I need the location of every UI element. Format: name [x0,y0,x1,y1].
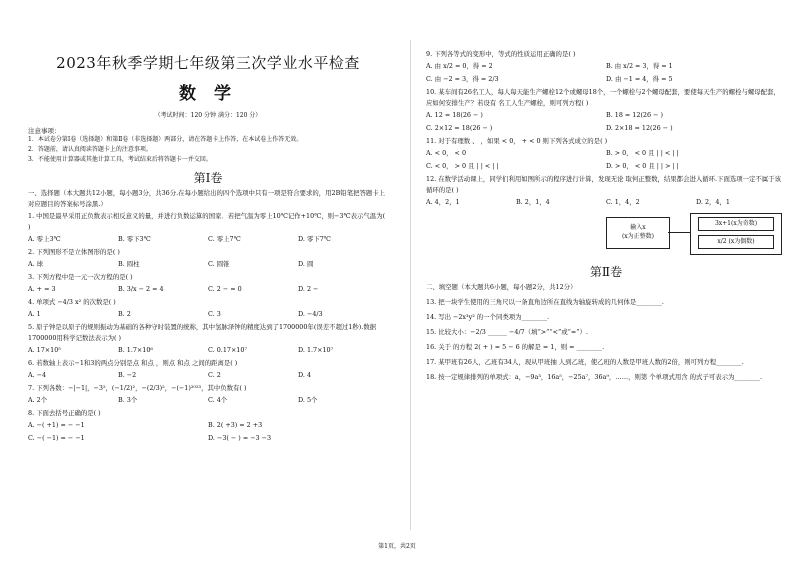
option: C. 2 [208,371,221,379]
option: D. −3( − ) = −3 −3 [208,434,272,442]
option: B. 3/x − 2 = 4 [118,285,164,293]
notice-title: 注意事项： [28,127,61,135]
question-6: 6. 若数轴上表示−1和3的两点分别是点 和点 ，则点 和点 之间的距离是( ) [28,359,238,367]
option: B. 18 = 12(26 − ) [606,111,663,119]
option: A. 球 [28,260,44,268]
option: B. 1.7×10⁶ [118,346,153,354]
question-11-options [426,147,786,160]
notice-item: 1．本试卷分第Ⅰ卷（选择题）和第Ⅱ卷（非选择题）两部分，请在答题卡上作答，在本试卷上作答无效。 [28,136,303,143]
question-10-options [426,109,786,122]
question-18: 18. 按一定规律排列的单项式：a，−9a³，16a⁵，−25a⁷，36a⁹，……，则第 个单项式用含 的式子可表示为________. [426,373,762,381]
option: A. < 0， < 0 [426,149,467,157]
flow-odd-box: 3x+1(x为奇数) [698,217,774,231]
notice-item: 2．答题前，请认真阅读答题卡上的注意事项。 [28,146,152,153]
question-5: 5. 原子钟是以原子的规则振动为基础的各种守时装置的统称，其中氢脉泽钟的精度达到了1700000年(误差不超过1秒).数据1700000用科学记数法表示为( ) [28,323,377,342]
option: C. 由 −2 = 3，得 = 2/3 [426,75,499,83]
question-7-options [28,394,388,407]
question-13: 13. 把一块学生使用的三角尺以一条直角边所在直线为轴旋转成的几何体是________. [426,298,664,306]
option: A. 由 x/2 = 0，得 = 2 [426,62,493,70]
option: C. 3 [208,310,221,318]
option: A. 2个 [28,396,48,404]
question-9-options [426,60,786,73]
option: B. 3个 [118,396,138,404]
option: D. 2，4，1 [696,198,730,206]
option: B. 2 [118,310,131,318]
flow-arrow [668,232,690,233]
question-11: 11. 对于有理数 、 ，如果 < 0， + < 0 则下列各式成立的是( ) [426,137,608,145]
option: C. 2×12 = 18(26 − ) [426,124,493,132]
option: A. + = 3 [28,285,56,293]
option: D. 2 − [298,285,319,293]
option: A. −4 [28,371,47,379]
option: B. 圆柱 [118,260,140,268]
question-5-options [28,344,388,357]
option: D. 圆 [298,260,314,268]
question-8-options [28,419,388,432]
flow-input-note: (x为正整数) [621,233,655,240]
option: B. 2( +3) = 2 +3 [208,421,263,429]
question-2-options [28,258,388,271]
option: C. 1，4，2 [606,198,640,206]
notice-item: 3．不能使用计算器或其他计算工具，考试结束后将答题卡一并交回。 [28,156,212,163]
option: A. 12 = 18(26 − ) [426,111,483,119]
question-3-options [28,283,388,296]
question-16: 16. 关于 的方程 2( + ) = 5 − 6 的解是 = 1，则 = ________. [426,343,605,351]
question-1-options [28,233,388,246]
option: D. > 0， < 0 且 | | > | | [606,162,679,170]
exam-meta: （考试时间：120 分钟 满分：120 分） [154,112,262,119]
option: B. 零下3℃ [118,235,151,243]
option: D. 由 −1 = 4，得 = 5 [606,75,673,83]
flow-input-label: 输入x [630,224,646,231]
question-7: 7. 下列各数：−|−1|，−3²，(−1/2)²，−(2/3)²，−(−1)²⁰²³，其中负数有( ) [28,384,247,392]
left-column [28,0,388,445]
question-10: 10. 某车间有26名工人，每人每天能生产螺栓12个或螺母18个，一个螺栓与2个螺母配套，要使每天生产的螺栓与螺母配套，应如何安排生产？若设有 名工人生产螺栓，则可列方程( ) [426,88,780,107]
option: D. 4 [298,371,312,379]
option: C. 4个 [208,396,228,404]
column-divider [410,40,411,530]
option: C. 零上7℃ [208,235,241,243]
flow-even-box: x/2 (x为偶数) [698,235,774,249]
section-1-heading: 第Ⅰ卷 [193,171,223,185]
question-11-options [426,160,786,173]
question-12: 12. 在数学活动课上，同学们利用如图所示的程序进行计算，发现无论 取何正整数，结果都会进入循环.下面选项一定不属于该循环的是( ) [426,175,781,194]
question-9: 9. 下列各等式的变形中，等式的性质运用正确的是( ) [426,50,576,58]
exam-subject: 数 学 [179,84,237,104]
section-2-heading: 第Ⅱ卷 [589,265,623,279]
option: C. 圆锥 [208,260,230,268]
section-1-intro: 一、选择题（本大题共12小题，每小题3分，共36分.在每小题给出的四个选项中只有一项是符合要求的，用2B铅笔把答题卡上对应题目的答案标号涂黑.） [28,189,386,208]
option: A. −( +1) = − −1 [28,421,85,429]
question-4: 4. 单项式 −4/3 x² 的次数是( ) [28,298,116,306]
question-2: 2. 下列图形不是立体图形的是( ) [28,248,120,256]
option: C. < 0， > 0 且 | | < | | [426,162,499,170]
question-15: 15. 比较大小：−2/3 ______ −4/7（填“>”“<”或“=”）. [426,328,588,336]
program-flowchart [426,213,786,257]
option: D. 5个 [298,396,318,404]
exam-title: 2023年秋季学期七年级第三次学业水平检查 [56,54,360,72]
right-column [426,0,786,383]
question-8-options [28,432,388,445]
option: C. 0.17×10⁷ [208,346,248,354]
question-4-options [28,308,388,321]
option: B. > 0， < 0 且 | | < | | [606,149,679,157]
option: C. 2 − = 0 [208,285,242,293]
option: D. 零下7℃ [298,235,331,243]
question-17: 17. 某甲班有26人，乙班有34人，现从甲班抽 人到乙班，使乙班的人数是甲班人数的2倍，则可列方程________. [426,358,744,366]
question-9-options [426,73,786,86]
option: C. −( −1) = − −1 [28,434,85,442]
option: D. 2×18 = 12(26 − ) [606,124,673,132]
question-6-options [28,369,388,382]
question-3: 3. 下列方程中是一元一次方程的是( ) [28,273,133,281]
option: A. 1 [28,310,41,318]
option: A. 4，2，1 [426,198,460,206]
flow-input-box [606,217,670,249]
section-2-intro: 二、填空题（本大题共6小题，每小题2分，共12分） [426,283,577,291]
page-footer: 第1页，共2页 [378,543,416,550]
question-1: 1. 中国是最早采用正负数表示相反意义的量，并进行负数运算的国家．若把气温为零上10℃记作+10℃，则−3℃表示气温为( ) [28,212,386,231]
option: A. 17×10⁵ [28,346,61,354]
question-14: 14. 写出 −2x³y² 的一个同类项为________. [426,313,550,321]
option: D. 1.7×10⁷ [298,346,334,354]
option: B. −2 [118,371,137,379]
option: B. 由 x/2 = 3，得 = 1 [606,62,673,70]
question-10-options [426,122,786,135]
option: D. −4/3 [298,310,323,318]
option: B. 2，1，4 [516,198,550,206]
question-12-options [426,196,786,209]
option: A. 零上3℃ [28,235,61,243]
question-8: 8. 下面去括号正确的是( ) [28,409,101,417]
